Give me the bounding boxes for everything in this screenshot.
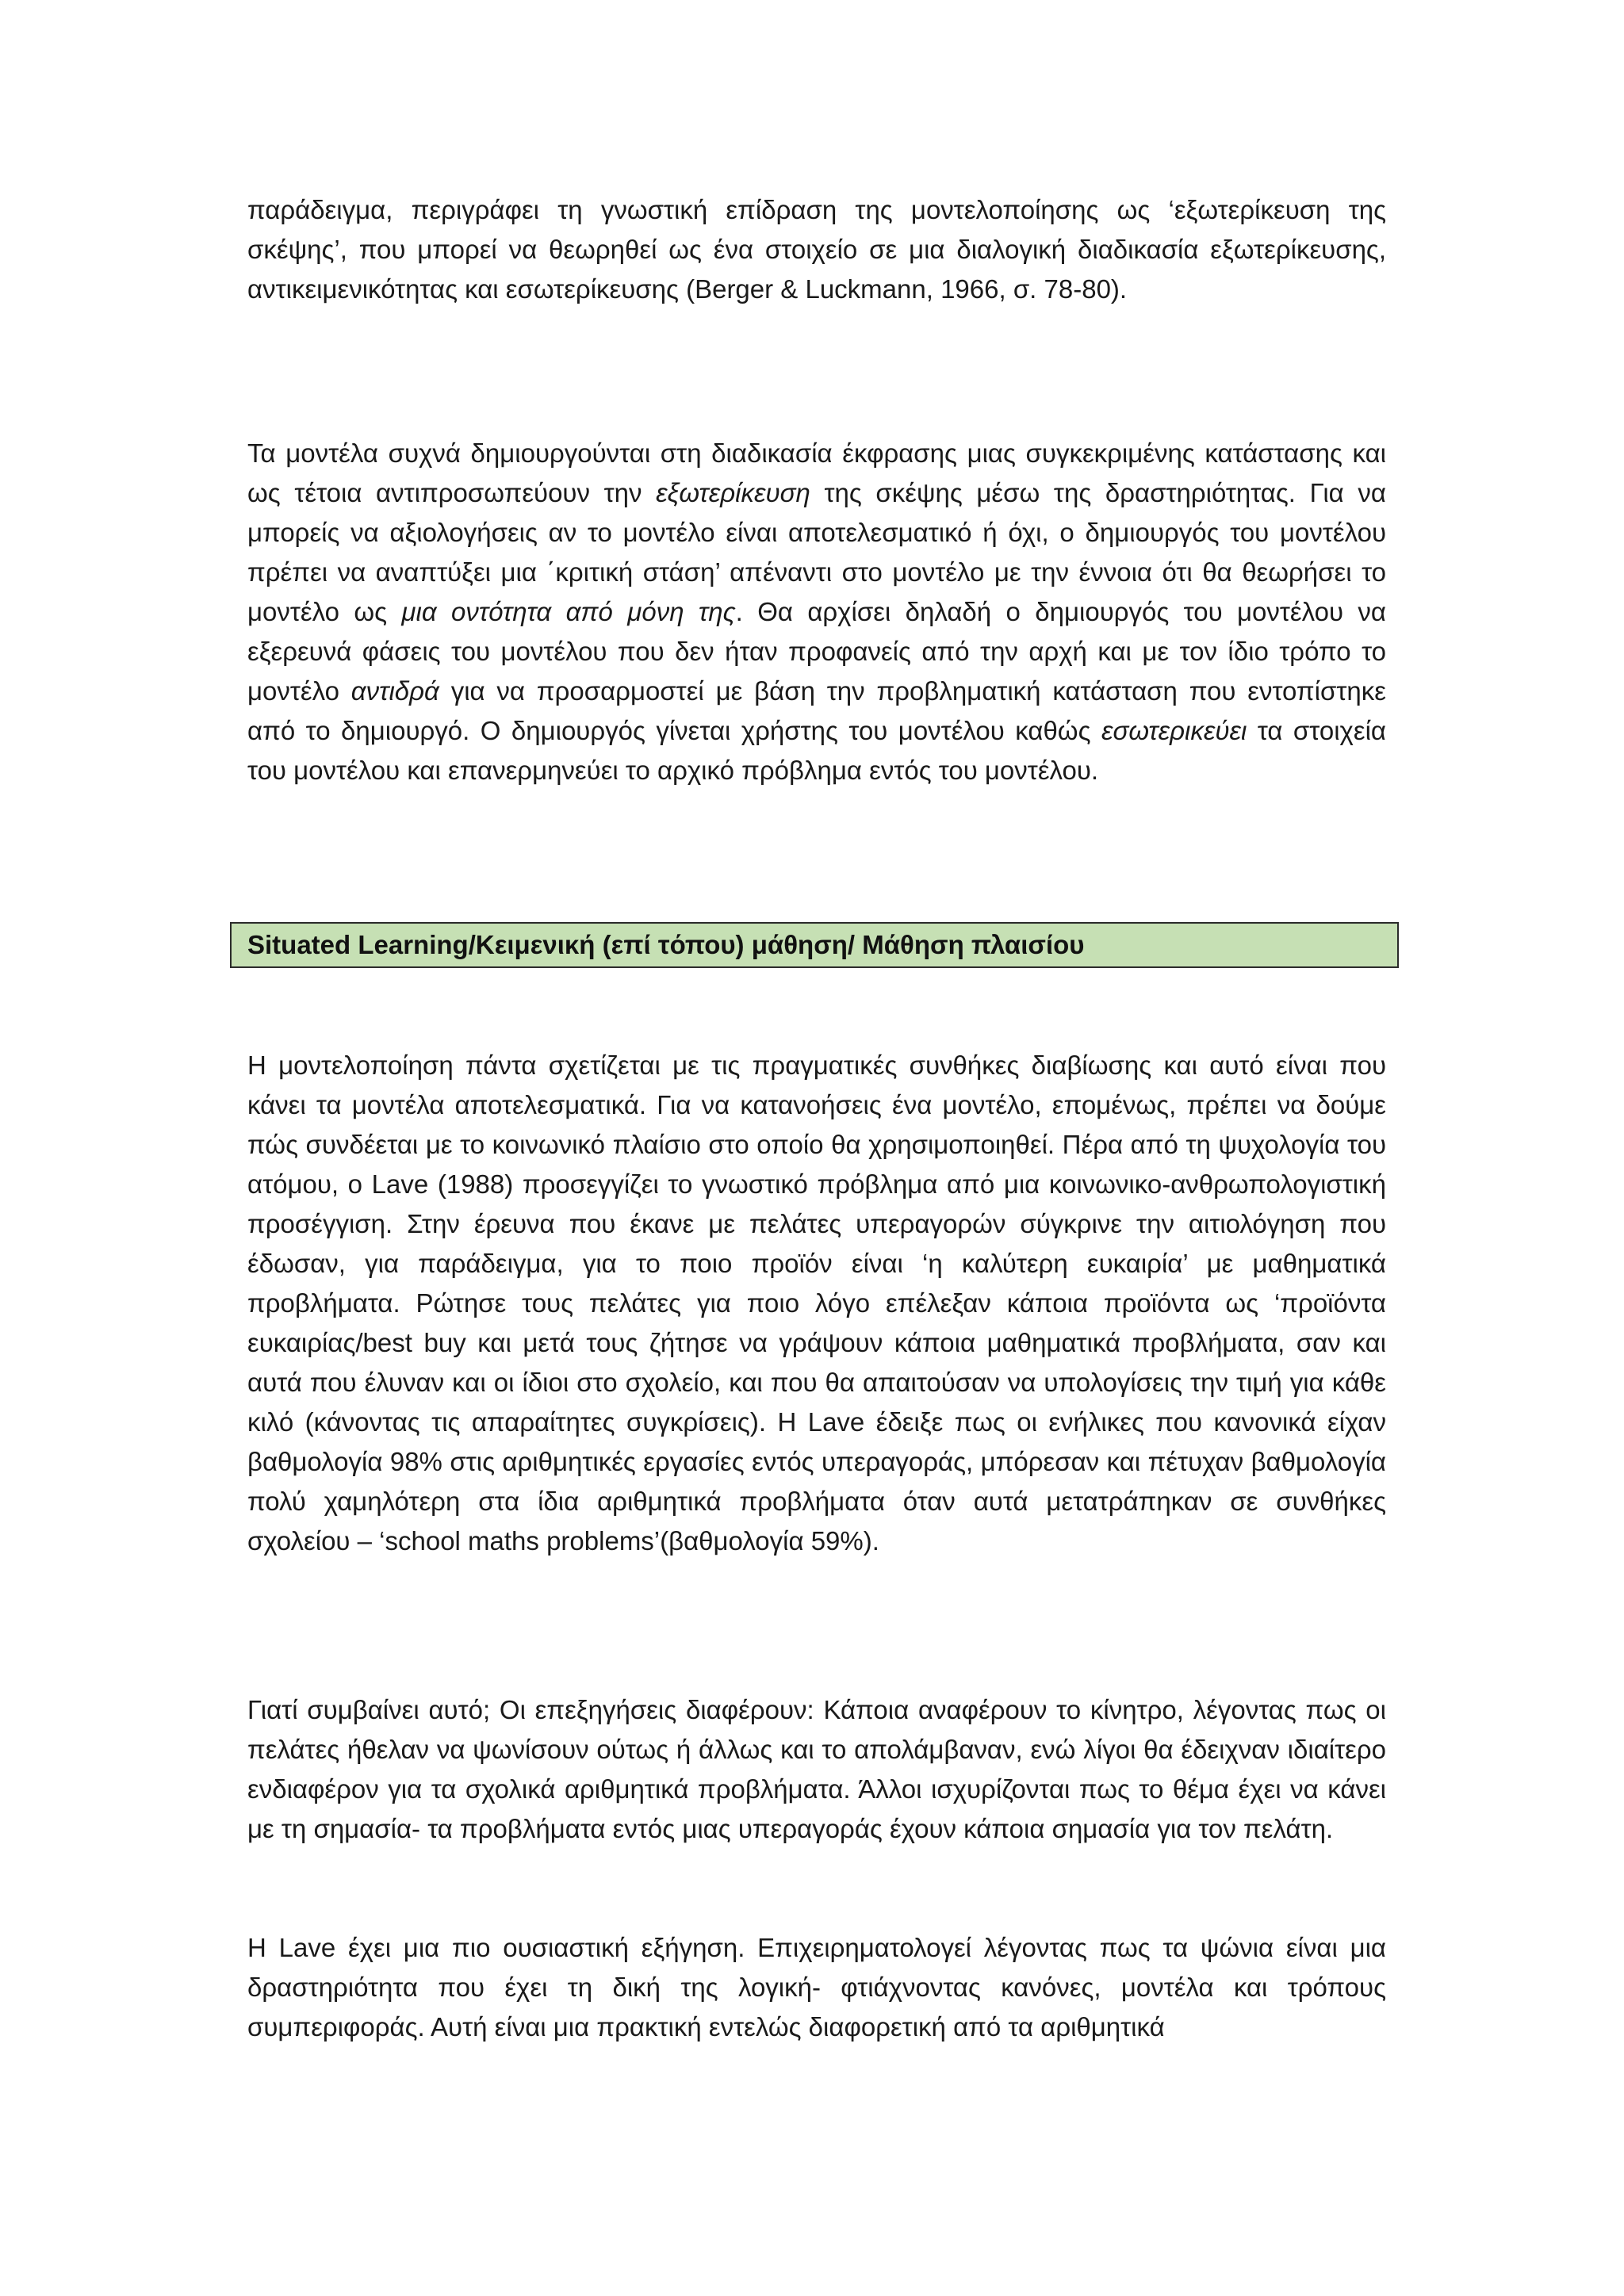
section-heading: Situated Learning/Κειμενική (επί τόπου) μάθηση/ Μάθηση πλαισίου xyxy=(247,930,1085,959)
paragraph-externalization-intro: παράδειγμα, περιγράφει τη γνωστική επίδραση της μοντελοποίησης ως ‘εξωτερίκευση της σκέψης’, που μπορεί να θεωρηθεί ως ένα στοιχείο σε μια διαλογική διαδικασία εξωτερίκευσης, αντικειμενικότητας και εσωτερίκευσης (Berger & Luckmann, 1966, σ. 78-80). xyxy=(247,195,1386,304)
paragraph-models-externalization xyxy=(247,434,1386,790)
paragraph-text-segment: για να προσαρμοστεί με βάση την προβληματική κατάσταση που εντοπίστηκε από το δημιουργό. Ο δημιουργός γίνεται χρήστης του μοντέλου καθώς xyxy=(247,676,1386,745)
paragraph-lave-supermarket-study: Η μοντελοποίηση πάντα σχετίζεται με τις πραγματικές συνθήκες διαβίωσης και αυτό είναι που κάνει τα μοντέλα αποτελεσματικά. Για να κατανοήσεις ένα μοντέλο, επομένως, πρέπει να δούμε πώς συνδέεται με το κοινωνικό πλαίσιο στο οποίο θα χρησιμοποιηθεί. Πέρα από τη ψυχολογία του ατόμου, ο Lave (1988) προσεγγίζει το γνωστικό πρόβλημα από μια κοινωνικο-ανθρωπολογιστική προσέγγιση. Στην έρευνα που έκανε με πελάτες υπεραγορών σύγκρινε την αιτιολόγηση που έδωσαν, για παράδειγμα, για το ποιο προϊόν είναι ‘η καλύτερη ευκαιρία’ με μαθηματικά προβλήματα. Ρώτησε τους πελάτες για ποιο λόγο επέλεξαν κάποια προϊόντα ως ‘προϊόντα ευκαιρίας/best buy και μετά τους ζήτησε να γράψουν κάποια μαθηματικά προβλήματα, σαν και αυτά που έλυναν και οι ίδιοι στο σχολείο, και που θα απαιτούσαν να υπολογίσεις την τιμή για κάθε κιλό (κάνοντας τις απαραίτητες συγκρίσεις). Η Lave έδειξε πως οι ενήλικες που κανονικά είχαν βαθμολογία 98% στις αριθμητικές εργασίες εντός υπεραγοράς, μπόρεσαν και πέτυχαν βαθμολογία πολύ χαμηλότερη στα ίδια αριθμητικά προβλήματα όταν αυτά μετατράπηκαν σε συνθήκες σχολείου – ‘school maths problems’(βαθμολογία 59%). xyxy=(247,1050,1386,1556)
paragraph-text-segment: τα στοιχεία του μοντέλου και επανερμηνεύει το αρχικό πρόβλημα εντός του μοντέλου. xyxy=(247,716,1386,785)
paragraph-text-segment: Τα μοντέλα συχνά δημιουργούνται στη διαδικασία έκφρασης μιας συγκεκριμένης κατάστασης και ως τέτοια αντιπροσωπεύουν την xyxy=(247,438,1386,507)
emphasis-entity-of-its-own: μια οντότητα από μόνη της xyxy=(401,597,736,626)
emphasis-reacts: αντιδρά xyxy=(350,676,439,706)
paragraph-text-segment: . Θα αρχίσει δηλαδή ο δημιουργός του μοντέλου να εξερευνά φάσεις του μοντέλου που δεν ήταν προφανείς από την αρχή και με τον ίδιο τρόπο το μοντέλο xyxy=(247,597,1386,706)
emphasis-externalization: εξωτερίκευση xyxy=(656,478,810,507)
paragraph-explanations: Γιατί συμβαίνει αυτό; Οι επεξηγήσεις διαφέρουν: Κάποια αναφέρουν το κίνητρο, λέγοντας πως οι πελάτες ήθελαν να ψωνίσουν ούτως ή άλλως και το απολάμβαναν, ενώ λίγοι θα έδειχναν ιδιαίτερο ενδιαφέρον για τα σχολικά αριθμητικά προβλήματα. Άλλοι ισχυρίζονται πως το θέμα έχει να κάνει με τη σημασία- τα προβλήματα εντός μιας υπεραγοράς έχουν κάποια σημασία για τον πελάτη. xyxy=(247,1695,1386,1843)
paragraph-text-segment: της σκέψης μέσω της δραστηριότητας. Για να μπορείς να αξιολογήσεις αν το μοντέλο είναι αποτελεσματικό ή όχι, ο δημιουργός του μοντέλου πρέπει να αναπτύξει μια ΄κριτική στάση’ απέναντι στο μοντέλο με την έννοια ότι θα θεωρήσει το μοντέλο ως xyxy=(247,478,1386,626)
paragraph-lave-explanation: Η Lave έχει μια πιο ουσιαστική εξήγηση. Επιχειρηματολογεί λέγοντας πως τα ψώνια είναι μια δραστηριότητα που έχει τη δική της λογική- φτιάχνοντας κανόνες, μοντέλα και τρόπους συμπεριφοράς. Αυτή είναι μια πρακτική εντελώς διαφορετική από τα αριθμητικά xyxy=(247,1933,1386,2042)
section-heading-box xyxy=(230,922,1399,968)
emphasis-internalizes: εσωτερικεύει xyxy=(1101,716,1247,745)
